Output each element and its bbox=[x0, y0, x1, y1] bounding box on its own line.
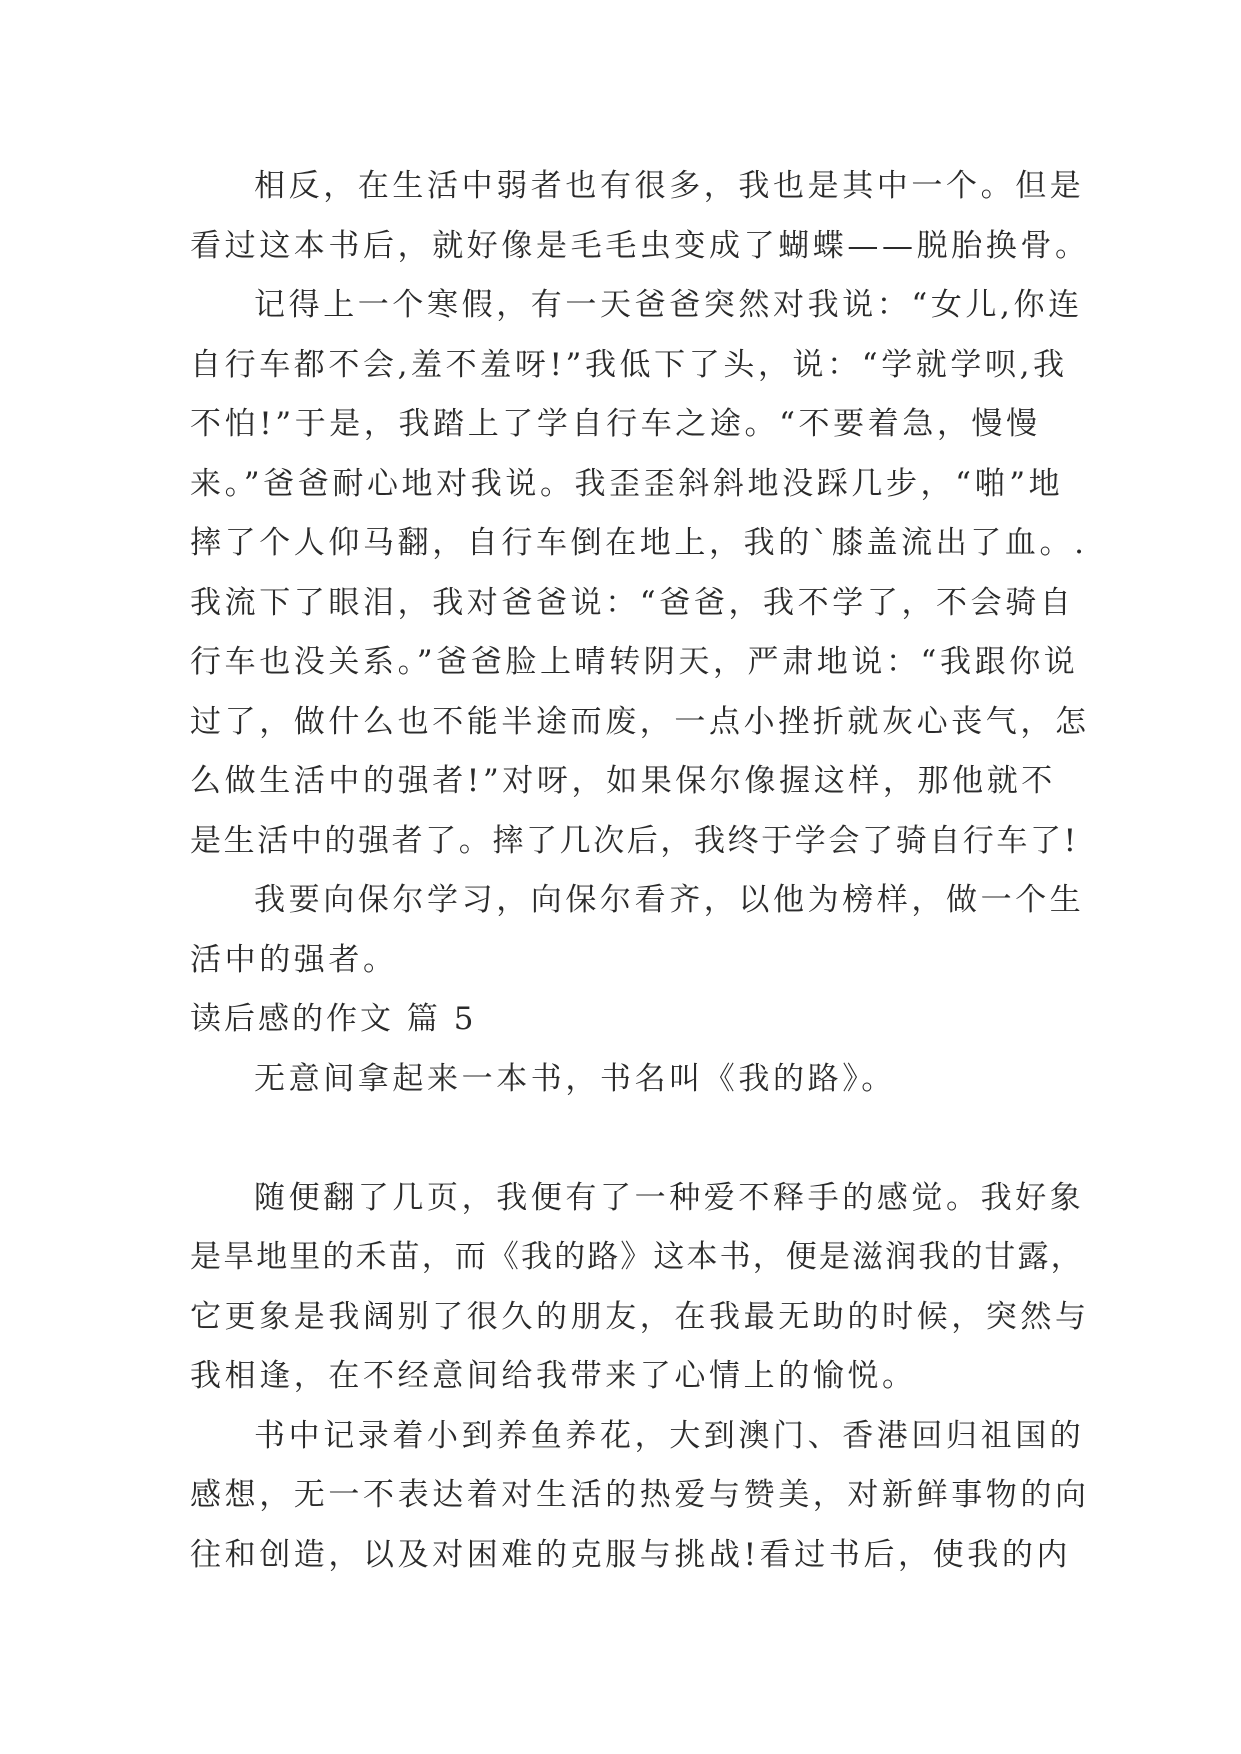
text-line: 我流下了眼泪，我对爸爸说：“爸爸，我不学了，不会骑自 bbox=[190, 585, 1075, 621]
text-line: 相反，在生活中弱者也有很多，我也是其中一个。但是 bbox=[254, 168, 1085, 204]
text-line: 是生活中的强者了。摔了几次后，我终于学会了骑自行车了! bbox=[190, 823, 1079, 859]
text-line: 看过这本书后，就好像是毛毛虫变成了蝴蝶——脱胎换骨。 bbox=[190, 228, 1090, 264]
text-line: 书中记录着小到养鱼养花，大到澳门、香港回归祖国的 bbox=[254, 1418, 1085, 1454]
text-line: 记得上一个寒假，有一天爸爸突然对我说：“女儿,你连 bbox=[254, 287, 1083, 323]
text-line: 不怕!”于是，我踏上了学自行车之途。“不要着急，慢慢 bbox=[190, 406, 1041, 442]
text-line: 过了，做什么也不能半途而废，一点小挫折就灰心丧气，怎 bbox=[190, 704, 1090, 740]
text-line: 活中的强者。 bbox=[190, 942, 398, 978]
text-line: 来。”爸爸耐心地对我说。我歪歪斜斜地没踩几步，“啪”地 bbox=[190, 466, 1064, 502]
section-heading: 读后感的作文 篇 5 bbox=[190, 1001, 477, 1037]
text-line: 我要向保尔学习，向保尔看齐，以他为榜样，做一个生 bbox=[254, 882, 1085, 918]
text-line: 行车也没关系。”爸爸脸上晴转阴天，严肃地说：“我跟你说 bbox=[190, 644, 1079, 680]
text-line: 自行车都不会,羞不羞呀!”我低下了头，说：“学就学呗,我 bbox=[190, 347, 1068, 383]
text-line: 么做生活中的强者!”对呀，如果保尔像握这样，那他就不 bbox=[190, 763, 1056, 799]
text-line: 往和创造，以及对困难的克服与挑战!看过书后，使我的内 bbox=[190, 1537, 1072, 1573]
text-line: 它更象是我阔别了很久的朋友，在我最无助的时候，突然与 bbox=[190, 1299, 1090, 1335]
text-line: 摔了个人仰马翻，自行车倒在地上，我的`膝盖流出了血。. bbox=[190, 525, 1088, 561]
text-line: 随便翻了几页，我便有了一种爱不释手的感觉。我好象 bbox=[254, 1180, 1085, 1216]
text-line: 是旱地里的禾苗，而《我的路》这本书，便是滋润我的甘露， bbox=[190, 1239, 1084, 1275]
text-line: 无意间拿起来一本书，书名叫《我的路》。 bbox=[254, 1061, 896, 1097]
text-line: 感想，无一不表达着对生活的热爱与赞美，对新鲜事物的向 bbox=[190, 1477, 1090, 1513]
text-line: 我相逢，在不经意间给我带来了心情上的愉悦。 bbox=[190, 1358, 917, 1394]
